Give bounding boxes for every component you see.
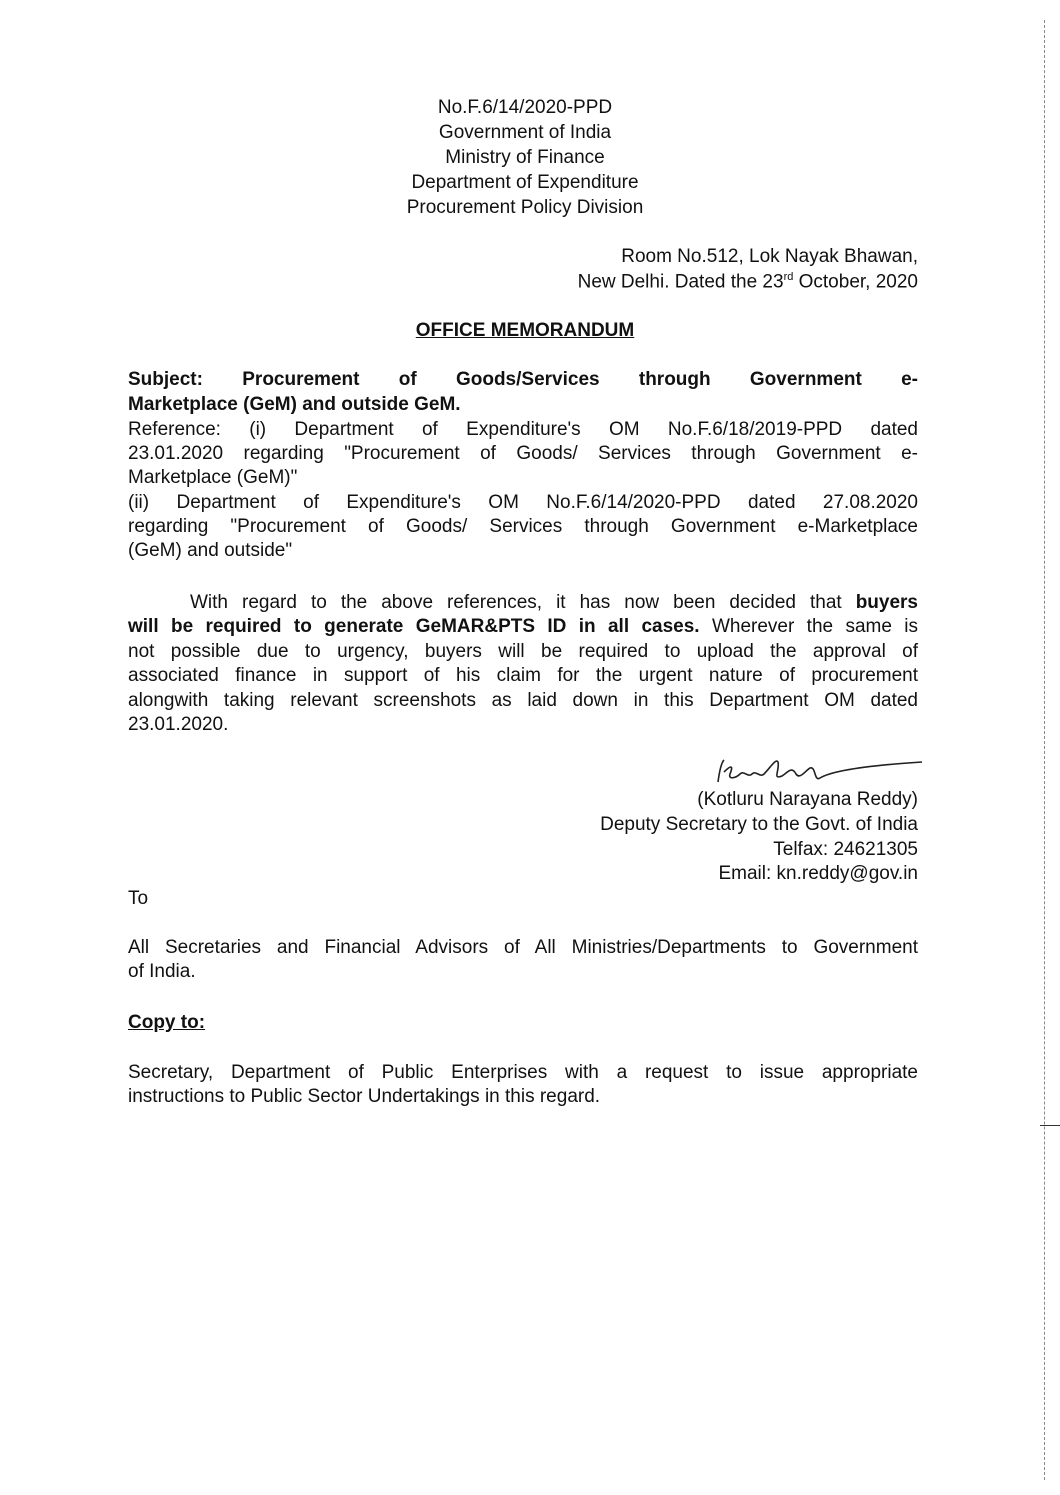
file-number: No.F.6/14/2020-PPD (437, 97, 613, 118)
scan-edge-mark (1044, 20, 1045, 1480)
subject-line: Subject: Procurement of Goods/Services through Government e- (128, 369, 918, 390)
copy-line: Secretary, Department of Public Enterprises with a request to issue appropriate (128, 1062, 918, 1083)
body-line: 23.01.2020. (128, 714, 229, 735)
body-line: will be required to generate GeMAR&PTS ID in all cases. Wherever the same is (128, 616, 918, 637)
header-line: Government of India (438, 122, 612, 143)
addressee-line: All Secretaries and Financial Advisors of All Ministries/Departments to Government (128, 937, 918, 958)
signatory-designation: Deputy Secretary to the Govt. of India (600, 814, 918, 835)
address-line: Room No.512, Lok Nayak Bhawan, (621, 246, 918, 267)
copy-line: instructions to Public Sector Undertakings in this regard. (128, 1086, 601, 1107)
body-line: alongwith taking relevant screenshots as laid down in this Department OM dated (128, 690, 918, 711)
reference-line: 23.01.2020 regarding "Procurement of Goods/ Services through Government e- (128, 443, 918, 464)
reference-line: regarding "Procurement of Goods/ Services through Government e-Marketplace (128, 516, 918, 537)
header-line: Procurement Policy Division (406, 197, 644, 218)
body-line: not possible due to urgency, buyers will be required to upload the approval of (128, 641, 918, 662)
reference-line: Reference: (i) Department of Expenditure's OM No.F.6/18/2019-PPD dated (128, 419, 918, 440)
scan-edge-mark (1040, 1125, 1060, 1126)
header-line: Department of Expenditure (411, 172, 639, 193)
signatory-name: (Kotluru Narayana Reddy) (697, 789, 918, 810)
body-line: With regard to the above references, it has now been decided that buyers (190, 592, 918, 613)
body-line: associated finance in support of his claim for the urgent nature of procurement (128, 665, 918, 686)
addressee-line: of India. (128, 961, 196, 982)
header-line: Ministry of Finance (445, 147, 605, 168)
date-line: New Delhi. Dated the 23rd October, 2020 (577, 271, 918, 293)
subject-line: Marketplace (GeM) and outside GeM. (128, 394, 461, 415)
reference-line: (ii) Department of Expenditure's OM No.F.6/14/2020-PPD dated 27.08.2020 (128, 492, 918, 513)
memo-title: OFFICE MEMORANDUM (415, 320, 635, 341)
copy-to-label: Copy to: (128, 1012, 206, 1033)
to-label: To (128, 888, 149, 909)
signatory-email: Email: kn.reddy@gov.in (718, 863, 918, 884)
signatory-telfax: Telfax: 24621305 (773, 839, 918, 860)
signature (700, 752, 930, 792)
reference-line: Marketplace (GeM)" (128, 467, 298, 488)
reference-line: (GeM) and outside" (128, 540, 293, 561)
